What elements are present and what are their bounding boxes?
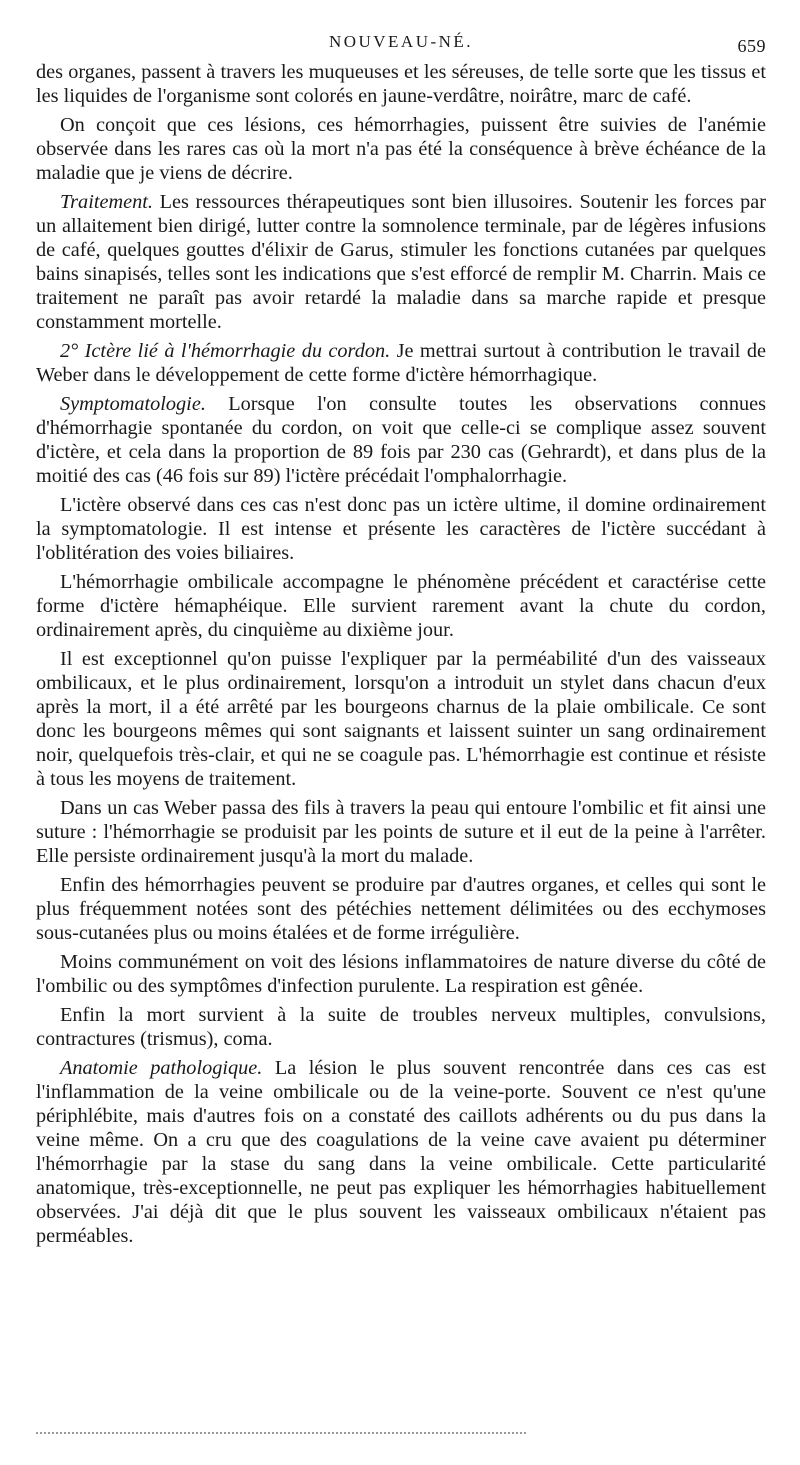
paragraph-text: Je mettrai surtout à contribution le travail de Weber dans le développement de cette forme d'ictère hémorrhagique. — [36, 340, 766, 386]
running-head: NOUVEAU-NÉ. — [328, 32, 474, 51]
paragraph-11 — [36, 950, 766, 998]
page-header — [36, 28, 766, 54]
paragraph-text: Moins communément on voit des lésions inflammatoires de nature diverse du côté de l'ombilic ou des symptômes d'infection purulente. La respiration est gênée. — [36, 951, 766, 997]
paragraph-9 — [36, 796, 766, 868]
paragraph-symptomatologie — [36, 392, 766, 488]
paragraph-text: Enfin des hémorrhagies peuvent se produire par d'autres organes, et celles qui sont le plus fréquemment notées sont des pétéchies nettement délimitées ou des ecchymoses sous-cutanées plus ou moins étalées et de forme irrégulière. — [36, 874, 766, 944]
section-heading-anatomie: Anatomie pathologique. — [60, 1057, 263, 1079]
paragraph-text: La lésion le plus souvent rencontrée dans ces cas est l'inflammation de la veine ombilicale ou de la veine-porte. Souvent ce n'est qu'une périphlébite, mais d'autres fois on a constaté des caillots adhérents ou du pus dans la veine même. On a cru que des coagulations de la veine cave avaient pu déterminer l'hémorrhagie par la stase du sang dans la veine ombilicale. Cette particularité anatomique, très-exceptionnelle, ne peut pas expliquer les hémorrhagies habituellement observées. J'ai déjà dit que le plus souvent les vaisseaux ombilicaux n'étaient pas perméables. — [36, 1057, 766, 1247]
paragraph-text: L'hémorrhagie ombilicale accompagne le phénomène précédent et caractérise cette forme d'ictère hémaphéique. Elle survient rarement avant la chute du cordon, ordinairement après, du cinquième au dixième jour. — [36, 571, 766, 641]
paragraph-traitement — [36, 190, 766, 334]
paragraph-1 — [36, 60, 766, 108]
paragraph-text: Dans un cas Weber passa des fils à travers la peau qui entoure l'ombilic et fit ainsi une suture : l'hémorrhagie se produisit par les points de suture et il eut de la peine à l'arrêter. Elle persiste ordinairement jusqu'à la mort du malade. — [36, 797, 766, 867]
paragraph-2 — [36, 113, 766, 185]
paragraph-text: On conçoit que ces lésions, ces hémorrhagies, puissent être suivies de l'anémie observée dans les rares cas où la mort n'a pas été la conséquence à brève échéance de la maladie que je viens de décrire. — [36, 114, 766, 184]
paragraph-ictere-cordon — [36, 339, 766, 387]
paragraph-text: Lorsque l'on consulte toutes les observations connues d'hémorrhagie spontanée du cordon, on voit que celle-ci se complique assez souvent d'ictère, et cela dans la proportion de 89 fois par 230 cas (Gehrardt), et dans plus de la moitié des cas (46 fois sur 89) l'ictère précédait l'omphalorrhagie. — [36, 393, 766, 487]
page-number: 659 — [737, 36, 766, 56]
paragraph-text: des organes, passent à travers les muqueuses et les séreuses, de telle sorte que les tissus et les liquides de l'organisme sont colorés en jaune-verdâtre, noirâtre, marc de café. — [36, 61, 766, 107]
paragraph-6 — [36, 493, 766, 565]
body-text — [36, 60, 766, 1248]
paragraph-text: L'ictère observé dans ces cas n'est donc pas un ictère ultime, il domine ordinairement la symptomatologie. Il est intense et présente les caractères de l'ictère succédant à l'oblitération des voies biliaires. — [36, 494, 766, 564]
paragraph-text: Les ressources thérapeutiques sont bien illusoires. Soutenir les forces par un allaitement bien dirigé, lutter contre la somnolence terminale, par de légères infusions de café, quelques gouttes d'élixir de Garus, stimuler les fonctions cutanées par quelques bains sinapisés, telles sont les indications que s'est efforcé de remplir M. Charrin. Mais ce traitement ne paraît pas avoir retardé la maladie dans sa marche rapide et presque constamment mortelle. — [36, 191, 766, 333]
paragraph-anatomie — [36, 1056, 766, 1248]
paragraph-text: Il est exceptionnel qu'on puisse l'expliquer par la perméabilité d'un des vaisseaux ombilicaux, et le plus ordinairement, lorsqu'on a introduit un stylet dans chacun d'eux après la mort, il a été arrêté par les bourgeons charnus de la plaie ombilicale. Ce sont donc les bourgeons mêmes qui sont saignants et laissent suinter un sang ordinairement noir, quelquefois très-clair, et qui ne se coagule pas. L'hémorrhagie est continue et résiste à tous les moyens de traitement. — [36, 648, 766, 790]
paragraph-10 — [36, 873, 766, 945]
paragraph-8 — [36, 647, 766, 791]
paragraph-7 — [36, 570, 766, 642]
paragraph-12 — [36, 1003, 766, 1051]
paragraph-text: Enfin la mort survient à la suite de troubles nerveux multiples, convulsions, contractures (trismus), coma. — [36, 1004, 766, 1050]
section-heading-symptomatologie: Symptomatologie. — [60, 393, 206, 415]
section-heading-traitement: Traitement. — [60, 191, 153, 213]
section-heading-ictere-cordon: 2° Ictère lié à l'hémorrhagie du cordon. — [60, 340, 391, 362]
footer-dotted-rule — [36, 1426, 526, 1434]
